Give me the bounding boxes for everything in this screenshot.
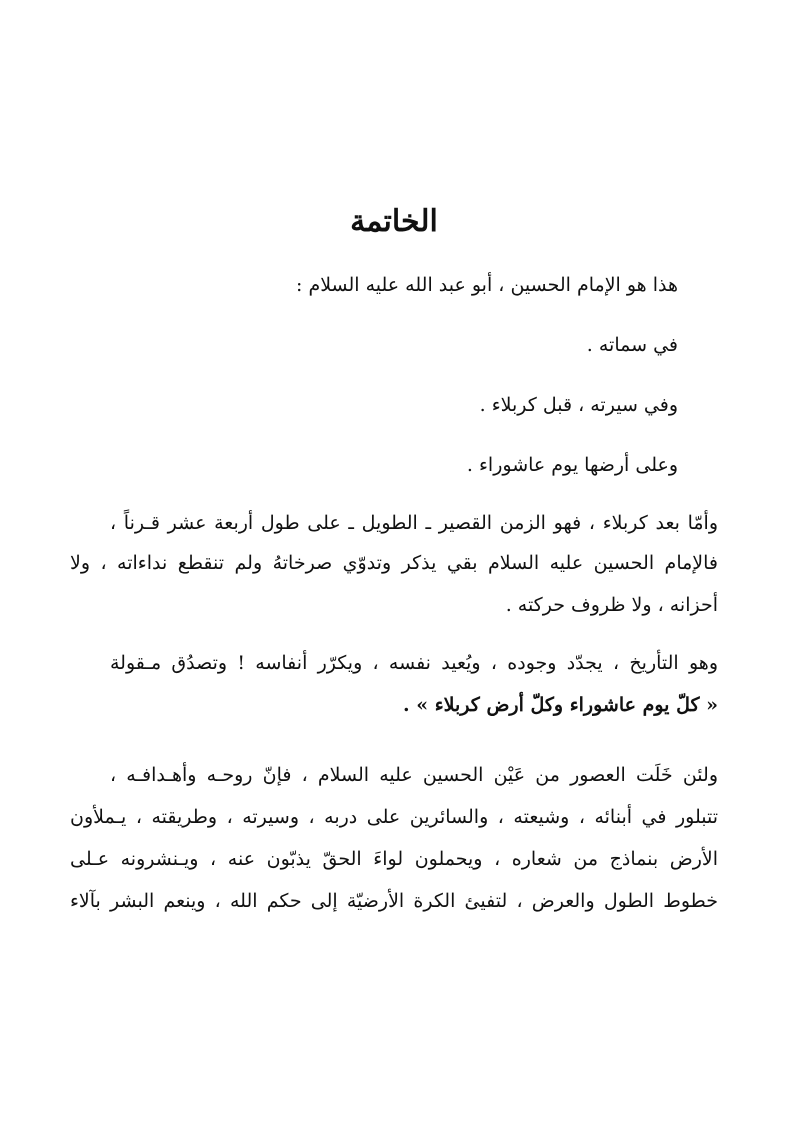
para3-line-4: خطوط الطول والعرض ، لتفيئ الكرة الأرضيّة إلى حكم الله ، وينعم البشر بآلاء [70, 890, 718, 912]
para3-line-1: ولئن خَلَت العصور من عَيْن الحسين عليه السلام ، فإنّ روحـه وأهـدافـه ، [110, 764, 718, 786]
para3-line-3: الأرض بنماذج من شعاره ، ويحملون لواءَ الحقّ يذبّون عنه ، ويـنشرونه عـلى [70, 848, 718, 870]
book-page [70, 0, 718, 1127]
para2-quote: « كلّ يوم عاشوراء وكلّ أرض كربلاء » . [403, 694, 718, 716]
intro-line-3: وفي سيرته ، قبل كربلاء . [479, 394, 678, 416]
para1-line-2: فالإمام الحسين عليه السلام بقي يذكر وتدوّي صرخاتهُ ولم تنقطع نداءاته ، ولا [70, 552, 718, 574]
intro-line-1: هذا هو الإمام الحسين ، أبو عبد الله عليه السلام : [296, 274, 678, 296]
intro-line-2: في سماته . [586, 334, 678, 356]
chapter-title: الخاتمة [350, 204, 438, 239]
para1-line-3: أحزانه ، ولا ظروف حركته . [505, 594, 718, 616]
intro-line-4: وعلى أرضها يوم عاشوراء . [466, 454, 678, 476]
para2-line-1: وهو التأريخ ، يجدّد وجوده ، ويُعيد نفسه ، ويكرّر أنفاسه ! وتصدُق مـقولة [110, 652, 718, 674]
para1-line-1: وأمّا بعد كربلاء ، فهو الزمن القصير ـ الطويل ـ على طول أربعة عشر قـرناً ، [110, 512, 718, 534]
para3-line-2: تتبلور في أبنائه ، وشيعته ، والسائرين على دربه ، وسيرته ، وطريقته ، يـملأون [70, 806, 718, 828]
